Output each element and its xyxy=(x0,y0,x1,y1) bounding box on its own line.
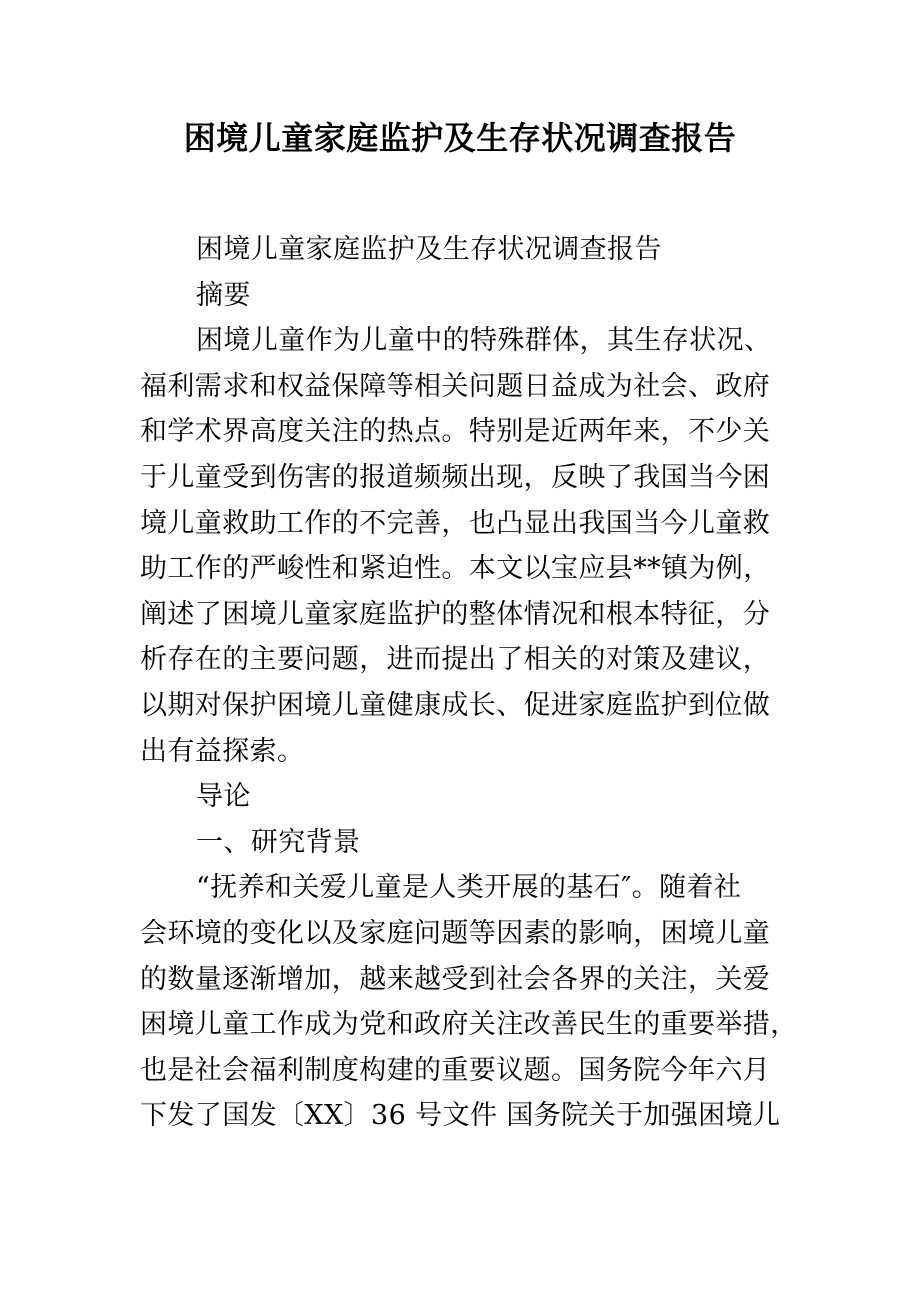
document-title: 困境儿童家庭监护及生存状况调查报告 xyxy=(183,119,737,157)
background-paragraph-line: 下发了国发〔XX〕36 号文件 国务院关于加强困境儿 xyxy=(140,1100,781,1132)
abstract-paragraph-line: 出有益探索。 xyxy=(140,735,305,767)
abstract-heading: 摘要 xyxy=(196,279,251,311)
abstract-paragraph-line: 于儿童受到伤害的报道频频出现，反映了我国当今困 xyxy=(140,461,771,493)
abstract-paragraph-line: 境儿童救助工作的不完善，也凸显出我国当今儿童救 xyxy=(140,507,771,539)
abstract-paragraph-line: 困境儿童作为儿童中的特殊群体，其生存状况、 xyxy=(196,325,772,357)
background-paragraph-line: 困境儿童工作成为党和政府关注改善民生的重要举措， xyxy=(140,1009,798,1041)
background-paragraph-line: 的数量逐渐增加，越来越受到社会各界的关注，关爱 xyxy=(140,963,771,995)
abstract-paragraph-line: 福利需求和权益保障等相关问题日益成为社会、政府 xyxy=(140,370,771,402)
introduction-heading: 导论 xyxy=(196,781,251,813)
section-heading-background: 一、研究背景 xyxy=(196,826,361,858)
abstract-paragraph-line: 和学术界高度关注的热点。特别是近两年来，不少关 xyxy=(140,416,771,448)
background-paragraph-line: 会环境的变化以及家庭问题等因素的影响，困境儿童 xyxy=(140,917,771,949)
document-body xyxy=(140,227,810,1139)
abstract-paragraph-line: 助工作的严峻性和紧迫性。本文以宝应县**镇为例， xyxy=(140,553,771,585)
abstract-paragraph-line: 析存在的主要问题，进而提出了相关的对策及建议， xyxy=(140,644,771,676)
abstract-paragraph-line: 以期对保护困境儿童健康成长、促进家庭监护到位做 xyxy=(140,689,771,721)
abstract-paragraph-line: 阐述了困境儿童家庭监护的整体情况和根本特征，分 xyxy=(140,598,771,630)
background-paragraph-line: “抚养和关爱儿童是人类开展的基石″。随着社 xyxy=(196,872,742,904)
subtitle-line: 困境儿童家庭监护及生存状况调查报告 xyxy=(196,234,662,265)
background-paragraph-line: 也是社会福利制度构建的重要议题。国务院今年六月 xyxy=(140,1054,771,1086)
